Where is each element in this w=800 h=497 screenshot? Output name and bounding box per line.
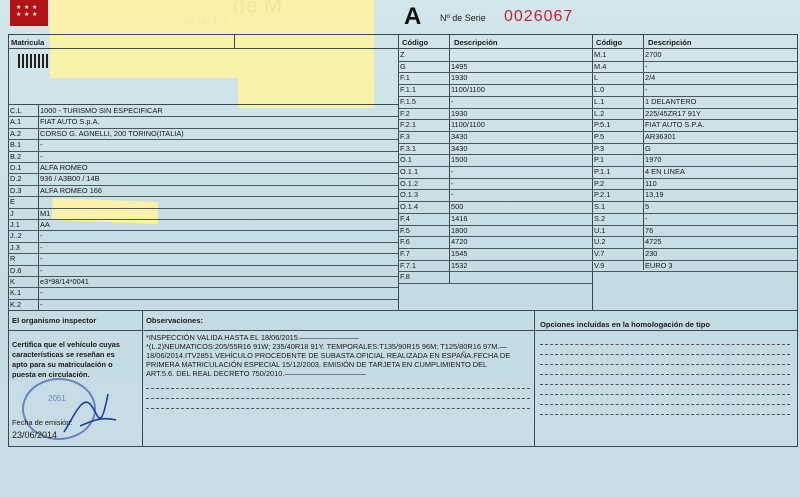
row-divider <box>592 236 797 237</box>
row-code: O.1.3 <box>400 190 419 200</box>
row-divider <box>398 213 592 214</box>
certifica-text: características se reseñan es <box>12 350 115 359</box>
row-value: AR36301 <box>645 131 676 141</box>
row-code: P.5.1 <box>594 120 611 130</box>
row-divider <box>398 248 592 249</box>
stamp-text: 2051 <box>48 394 66 403</box>
row-code: D.1 <box>10 163 22 172</box>
row-value: 1800 <box>451 225 468 235</box>
row-code: F.7 <box>400 248 410 258</box>
row-code: O.1.2 <box>400 178 419 188</box>
row-code: F.2 <box>400 108 410 118</box>
row-code: F.7.1 <box>400 260 417 270</box>
row-divider <box>8 242 398 243</box>
certifica-text: apto para su matriculación o <box>12 360 113 369</box>
row-value: G <box>645 143 651 153</box>
row-code: B.2 <box>10 151 22 161</box>
row-value: - <box>645 85 648 95</box>
row-code: R <box>10 254 16 264</box>
row-code: M.1 <box>594 50 607 59</box>
row-divider <box>398 225 592 226</box>
row-divider <box>592 131 797 132</box>
row-code: J..2 <box>10 231 22 241</box>
row-value: - <box>40 254 43 264</box>
observaciones-label: Observaciones: <box>146 316 203 325</box>
row-value: - <box>645 61 648 71</box>
row-value: CORSO G. AGNELLI, 200 TORINO(ITALIA) <box>40 128 184 138</box>
row-divider <box>592 189 797 190</box>
row-divider <box>398 119 592 120</box>
row-divider <box>8 287 398 288</box>
obs-line: 18/06/2014.ITV2851.VEHÍCULO PROCEDENTE DE SUBASTA OFICIAL REALIZADA EN ESPAÑA.FECHA DE <box>146 351 511 360</box>
row-divider <box>398 61 592 62</box>
row-divider <box>398 96 592 97</box>
row-divider <box>398 154 592 155</box>
row-value: EURO 3 <box>645 260 673 270</box>
row-code: L.2 <box>594 108 605 118</box>
row-code: F.8 <box>400 272 410 282</box>
row-code: V.9 <box>594 260 605 270</box>
row-divider <box>592 213 797 214</box>
row-divider <box>398 271 592 272</box>
row-value: 4 EN LINEA <box>645 167 685 176</box>
right-code-header: Código <box>596 38 623 47</box>
row-value: 76 <box>645 225 654 235</box>
row-value: 1500 <box>451 155 468 165</box>
row-value: 1495 <box>451 61 468 71</box>
row-divider <box>8 219 398 220</box>
row-value: 1930 <box>451 108 468 118</box>
opciones-label: Opciones incluidas en la homologación de tipo <box>540 320 711 329</box>
row-value: ALFA ROMEO 166 <box>40 185 103 195</box>
row-value: 4720 <box>451 237 468 247</box>
row-code: O.1 <box>400 155 412 165</box>
row-code: M.4 <box>594 61 607 71</box>
row-divider <box>398 236 592 237</box>
row-code: P.2.1 <box>594 190 611 200</box>
row-code: F.6 <box>400 237 410 247</box>
row-code: F.1.1 <box>400 85 417 95</box>
certifica-text: puesta en circulación. <box>12 370 90 379</box>
row-value: 110 <box>645 178 657 188</box>
row-value: - <box>451 96 454 106</box>
serial-letter: A <box>404 3 422 30</box>
region-flag-logo: ★ ★ ★ ★ ★ ★ <box>10 0 48 26</box>
row-divider <box>398 166 592 167</box>
row-code: F.3.1 <box>400 143 417 153</box>
row-value: 1100/1100 <box>451 120 485 130</box>
row-divider <box>398 108 592 109</box>
row-value: 13,19 <box>645 190 664 200</box>
serial-label: Nº de Serie <box>440 13 486 23</box>
row-divider <box>398 178 592 179</box>
row-value: e3*98/14*0041 <box>40 277 89 286</box>
row-divider <box>8 208 398 209</box>
row-code: U.2 <box>594 237 606 247</box>
row-value: - <box>645 213 648 223</box>
row-value: 4725 <box>645 237 662 247</box>
row-divider <box>592 166 797 167</box>
row-code: C.L <box>10 106 22 115</box>
row-code: K <box>10 277 15 286</box>
row-code: F.2.1 <box>400 120 417 130</box>
obs-line: PRIMERA MATRICULACIÓN ESPECIAL 15/12/2003. EMISIÓN DE TARJETA EN CUMPLIMIENTO DEL <box>146 360 488 369</box>
row-divider <box>398 189 592 190</box>
row-value: 1100/1100 <box>451 85 485 95</box>
row-value: 2700 <box>645 50 662 59</box>
row-code: S.2 <box>594 213 606 223</box>
row-value: - <box>40 265 43 275</box>
row-code: J.3 <box>10 242 20 252</box>
row-code: F.5 <box>400 225 410 235</box>
row-divider <box>592 143 797 144</box>
row-divider <box>398 143 592 144</box>
row-divider <box>592 61 797 62</box>
row-divider <box>592 271 797 272</box>
row-value: ALFA ROMEO <box>40 163 88 172</box>
fecha-value: 23/06/2014 <box>12 430 58 440</box>
row-code: P.1.1 <box>594 167 611 176</box>
row-divider <box>592 178 797 179</box>
row-value: 1970 <box>645 155 662 165</box>
row-value: - <box>451 167 454 176</box>
row-code: D.2 <box>10 174 22 184</box>
row-code: D.3 <box>10 185 22 195</box>
row-value: - <box>40 299 43 309</box>
row-code: F.3 <box>400 131 410 141</box>
row-code: P.3 <box>594 143 605 153</box>
row-code: O.1.1 <box>400 167 419 176</box>
row-divider <box>398 72 592 73</box>
row-code: L.0 <box>594 85 605 95</box>
row-value: - <box>451 178 454 188</box>
row-divider <box>592 260 797 261</box>
row-divider <box>592 225 797 226</box>
row-code: S.1 <box>594 202 606 212</box>
organismo-label: El organismo inspector <box>12 316 97 325</box>
row-code: G <box>400 61 406 71</box>
row-divider <box>592 84 797 85</box>
row-code: L <box>594 73 599 83</box>
row-code: E <box>10 197 15 207</box>
sticky-note <box>50 0 240 78</box>
row-divider <box>592 72 797 73</box>
barcode-icon <box>18 54 48 68</box>
row-divider <box>398 283 592 284</box>
row-value: 1000 - TURISMO SIN ESPECIFICAR <box>40 106 163 115</box>
row-divider <box>398 131 592 132</box>
row-divider <box>8 299 398 300</box>
row-divider <box>592 248 797 249</box>
row-code: F.4 <box>400 213 410 223</box>
row-divider <box>592 201 797 202</box>
row-code: P.2 <box>594 178 605 188</box>
row-value: 3430 <box>451 143 468 153</box>
row-divider <box>398 201 592 202</box>
row-value: 3430 <box>451 131 468 141</box>
row-value: 1416 <box>451 213 468 223</box>
right-desc-header: Descripción <box>648 38 692 47</box>
row-code: F.1 <box>400 73 410 83</box>
row-value: 230 <box>645 248 658 258</box>
row-divider <box>8 253 398 254</box>
row-code: P.5 <box>594 131 605 141</box>
row-code: P.1 <box>594 155 605 165</box>
row-value: 5 <box>645 202 650 212</box>
obs-line: *(L.2)NEUMATICOS:205/55R16 91W; 235/40R18 91Y. TEMPORALES:T135/90R15 96M; T125/80R16 97M.— <box>146 342 507 351</box>
row-value: - <box>40 242 43 252</box>
row-divider <box>398 260 592 261</box>
row-value: - <box>451 190 454 200</box>
row-code: J <box>10 208 14 218</box>
row-divider <box>8 196 398 197</box>
row-code: Z <box>400 50 405 59</box>
row-divider <box>8 230 398 231</box>
row-code: A.1 <box>10 117 22 127</box>
serial-number: 0026067 <box>504 8 574 25</box>
sticky-note <box>238 0 374 108</box>
row-value: FIAT AUTO S.P.A. <box>645 120 705 130</box>
row-code: B.1 <box>10 140 22 150</box>
row-code: J.1 <box>10 220 20 229</box>
row-value: FIAT AUTO S.p.A. <box>40 117 100 127</box>
row-code: F.1.5 <box>400 96 417 106</box>
row-code: K.1 <box>10 288 22 298</box>
row-divider <box>8 139 398 140</box>
row-code: L.1 <box>594 96 605 106</box>
row-code: A.2 <box>10 128 22 138</box>
row-divider <box>8 151 398 152</box>
mid-code-header: Código <box>402 38 429 47</box>
row-value: 225/45ZR17 91Y <box>645 108 701 118</box>
row-value: M1 <box>40 208 51 218</box>
row-value: 500 <box>451 202 464 212</box>
row-value: - <box>40 151 43 161</box>
row-value: 1532 <box>451 260 468 270</box>
mid-desc-header: Descripción <box>454 38 498 47</box>
row-value: 1545 <box>451 248 468 258</box>
row-code: D.6 <box>10 265 22 275</box>
matricula-label: Matricula <box>11 38 45 47</box>
row-value: AA <box>40 220 50 229</box>
row-value: 1930 <box>451 73 468 83</box>
obs-line: *INSPECCIÓN VALIDA HASTA EL 18/06/2015.———————— <box>146 333 360 342</box>
row-code: O.1.4 <box>400 202 419 212</box>
row-divider <box>398 84 592 85</box>
row-divider <box>592 154 797 155</box>
row-value: - <box>40 288 43 298</box>
row-code: U.1 <box>594 225 606 235</box>
row-value: 1 DELANTERO <box>645 96 697 106</box>
obs-line: ART.5.6. DEL REAL DECRETO 750/2010.——————————— <box>146 369 366 378</box>
row-code: K.2 <box>10 299 22 309</box>
row-divider <box>8 265 398 266</box>
row-value: - <box>40 231 43 241</box>
fecha-label: Fecha de emisión: <box>12 418 73 427</box>
signature-icon <box>60 386 120 444</box>
row-value: 2/4 <box>645 73 656 83</box>
row-code: V.7 <box>594 248 605 258</box>
row-value: 936 / A3B00 / 14B <box>40 174 100 184</box>
row-value: - <box>40 140 43 150</box>
certifica-text: Certifica que el vehículo cuyas <box>12 340 121 349</box>
